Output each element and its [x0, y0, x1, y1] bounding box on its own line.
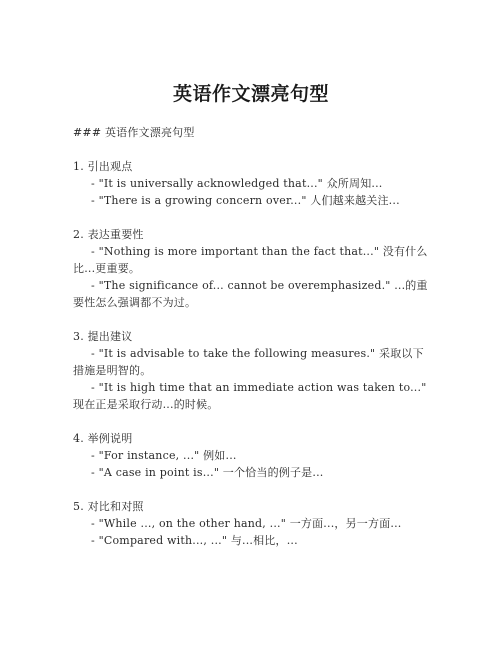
section-4: [73, 430, 433, 481]
list-item: - "Compared with..., ..." 与...相比，...: [91, 534, 298, 547]
page-title: 英语作文漂亮句型: [172, 83, 329, 105]
section-5: [73, 498, 433, 549]
section-title: 2. 表达重要性: [73, 228, 144, 241]
list-item: - "The significance of... cannot be overemphasized." ...的重要性怎么强调都不为过。: [73, 279, 428, 309]
list-item: - "There is a growing concern over..." 人们越来越关注...: [91, 194, 400, 207]
list-item: - "For instance, ..." 例如...: [91, 449, 237, 462]
document-body: [73, 124, 433, 566]
list-item: - "It is advisable to take the following measures." 采取以下措施是明智的。: [73, 347, 424, 377]
section-title: 3. 提出建议: [73, 330, 133, 343]
section-2: [73, 226, 433, 311]
list-item: - "A case in point is..." 一个恰当的例子是...: [91, 466, 324, 479]
list-item: - "Nothing is more important than the fact that..." 没有什么比...更重要。: [73, 245, 428, 275]
section-title: 1. 引出观点: [73, 160, 133, 173]
section-1: [73, 158, 433, 209]
list-item: - "While ..., on the other hand, ..." 一方面...，另一方面...: [91, 517, 402, 530]
section-title: 4. 举例说明: [73, 432, 133, 445]
list-item: - "It is high time that an immediate action was taken to..." 现在正是采取行动...的时候。: [73, 381, 427, 411]
section-title: 5. 对比和对照: [73, 500, 144, 513]
markdown-subheading: ### 英语作文漂亮句型: [73, 126, 195, 139]
list-item: - "It is universally acknowledged that..." 众所周知...: [91, 177, 383, 190]
section-3: [73, 328, 433, 413]
